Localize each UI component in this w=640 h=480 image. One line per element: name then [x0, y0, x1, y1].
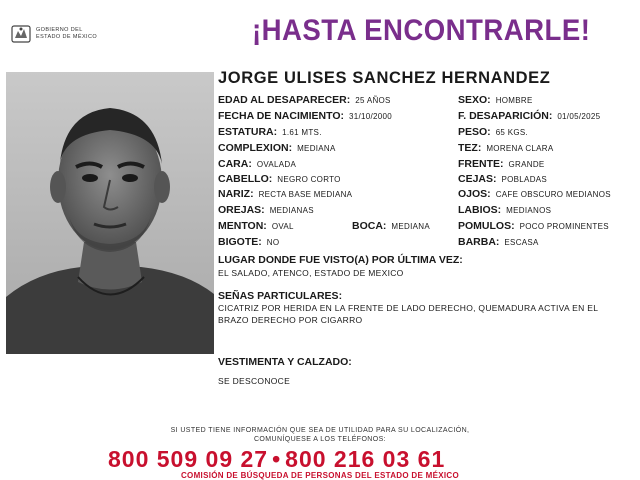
field-bigote: BIGOTE: NO: [218, 236, 280, 248]
last-seen-label: LUGAR DONDE FUE VISTO(A) POR ÚLTIMA VEZ:: [218, 254, 463, 266]
person-name: JORGE ULISES SANCHEZ HERNANDEZ: [218, 69, 551, 87]
field-estatura: ESTATURA: 1.61 MTS.: [218, 126, 322, 138]
commission-name: COMISIÓN DE BÚSQUEDA DE PERSONAS DEL ESTADO DE MÉXICO: [180, 471, 459, 480]
field-cejas: CEJAS: POBLADAS: [458, 173, 548, 185]
field-sexo: SEXO: HOMBRE: [458, 94, 533, 106]
field-barba: BARBA: ESCASA: [458, 236, 539, 248]
field-desaparicion: F. DESAPARICIÓN: 01/05/2025: [458, 110, 601, 122]
phone-numbers: [108, 446, 445, 473]
footer-note-1: SI USTED TIENE INFORMACIÓN QUE SEA DE UTILIDAD PARA SU LOCALIZACIÓN,: [170, 427, 470, 434]
field-cabello: CABELLO: NEGRO CORTO: [218, 173, 341, 185]
headline: ¡HASTA ENCONTRARLE!: [252, 14, 591, 47]
person-photo: [6, 72, 214, 354]
footer-note-2: COMUNÍQUESE A LOS TELÉFONOS:: [253, 436, 387, 443]
field-frente: FRENTE: GRANDE: [458, 158, 545, 170]
clothing-value: SE DESCONOCE: [218, 376, 291, 386]
phone-number-1[interactable]: 800 509 09 27: [108, 446, 269, 472]
field-ojos: OJOS: CAFE OBSCURO MEDIANOS: [458, 188, 611, 200]
phone-number-2[interactable]: 800 216 03 61: [285, 446, 446, 472]
field-orejas: OREJAS: MEDIANAS: [218, 204, 314, 216]
state-shield-icon: [10, 23, 32, 45]
field-peso: PESO: 65 KGS.: [458, 126, 529, 138]
field-nariz: NARIZ: RECTA BASE MEDIANA: [218, 188, 353, 200]
clothing-label: VESTIMENTA Y CALZADO:: [218, 356, 352, 368]
phone-separator: •: [272, 446, 282, 472]
field-cara: CARA: OVALADA: [218, 158, 297, 170]
government-logo: [10, 20, 120, 48]
field-tez: TEZ: MORENA CLARA: [458, 142, 554, 154]
field-edad: EDAD AL DESAPARECER: 25 AÑOS: [218, 94, 391, 106]
field-complexion: COMPLEXION: MEDIANA: [218, 142, 336, 154]
logo-line-2: ESTADO DE MÉXICO: [36, 34, 97, 40]
field-labios: LABIOS: MEDIANOS: [458, 204, 552, 216]
logo-line-1: GOBIERNO DEL: [36, 27, 83, 33]
particular-marks-label: SEÑAS PARTICULARES:: [218, 290, 343, 302]
last-seen-value: EL SALADO, ATENCO, ESTADO DE MEXICO: [218, 268, 404, 278]
field-pomulos: POMULOS: POCO PROMINENTES: [458, 220, 609, 232]
field-boca: BOCA: MEDIANA: [352, 220, 430, 232]
field-menton: MENTON: OVAL: [218, 220, 294, 232]
field-nacimiento: FECHA DE NACIMIENTO: 31/10/2000: [218, 110, 393, 122]
particular-marks-value: CICATRIZ POR HERIDA EN LA FRENTE DE LADO DERECHO, QUEMADURA ACTIVA EN EL BRAZO DERECHO POR CIGARRO: [218, 303, 598, 325]
